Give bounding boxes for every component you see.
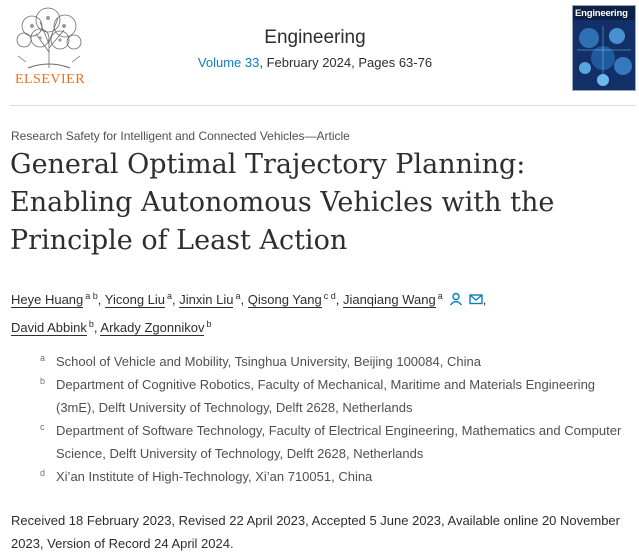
journal-info (150, 27, 480, 70)
affiliation-item (40, 373, 635, 419)
affiliation-item (40, 419, 635, 465)
affiliation-letter: d (40, 468, 46, 478)
page-header (0, 0, 639, 106)
author-affiliation-sup: a b (85, 291, 98, 301)
author-affiliation-sup: b (88, 319, 94, 329)
journal-title[interactable]: Engineering (264, 27, 366, 48)
author-link[interactable]: David Abbink (11, 320, 87, 335)
affiliation-item (40, 465, 635, 488)
affiliation-text: School of Vehicle and Mobility, Tsinghua University, Beijing 100084, China (56, 354, 481, 369)
affiliation-text: Department of Cognitive Robotics, Faculty of Mechanical, Maritime and Materials Engineering (3mE), Delft University of Technology, Delft 2628, Netherlands (56, 377, 596, 415)
volume-link[interactable]: Volume 33 (197, 55, 260, 70)
affiliation-item (40, 350, 635, 373)
article-history-dates: Received 18 February 2023, Revised 22 April 2023, Accepted 5 June 2023, Available online 20 November 2023, Version of Record 24 April 2024. (11, 513, 620, 551)
affiliation-letter: a (40, 353, 46, 363)
affiliation-list (40, 350, 635, 488)
author-affiliation-sup: a (167, 291, 173, 301)
article-title: General Optimal Trajectory Planning: Enabling Autonomous Vehicles with the Principle of Least Action (10, 149, 555, 256)
article-type: Research Safety for Intelligent and Connected Vehicles—Article (11, 129, 350, 143)
author-affiliation-sup: a (437, 291, 443, 301)
author-affiliation-sup: c d (323, 291, 336, 301)
person-icon[interactable] (449, 292, 463, 306)
author-affiliation-sup: b (206, 319, 212, 329)
author-link[interactable]: Yicong Liu (104, 292, 166, 307)
author-list: Heye Huang $^{a b}$, Yicong Liu $^a$, Jinxin Liu $^a$, Qisong Yang $^{c d}$, Jianqiang Wang $^a$ , David Abbink $^b$, Arkady Zgonnikov $^b$ (11, 291, 487, 335)
author-link[interactable]: Arkady Zgonnikov (100, 320, 205, 335)
affiliation-letter: b (40, 376, 46, 386)
cover-title: Engineering (575, 8, 628, 19)
journal-cover-image[interactable] (572, 5, 636, 91)
affiliation-text: Department of Software Technology, Faculty of Electrical Engineering, Mathematics and Computer Science, Delft University of Technology, Delft 2628, Netherlands (56, 423, 622, 461)
envelope-icon[interactable] (469, 292, 483, 306)
author-link[interactable]: Jianqiang Wang (342, 292, 436, 307)
affiliation-letter: c (40, 422, 45, 432)
author-link[interactable]: Jinxin Liu (179, 292, 234, 307)
affiliation-text: Xi’an Institute of High-Technology, Xi’an 710051, China (56, 469, 373, 484)
author-link[interactable]: Qisong Yang (247, 292, 322, 307)
issue-line (150, 55, 480, 70)
publisher-name[interactable]: ELSEVIER (14, 72, 86, 87)
author-affiliation-sup: a (235, 291, 241, 301)
header-divider (10, 105, 636, 106)
author-link[interactable]: Heye Huang (11, 292, 84, 307)
issue-details: , February 2024, Pages 63-76 (259, 55, 433, 70)
